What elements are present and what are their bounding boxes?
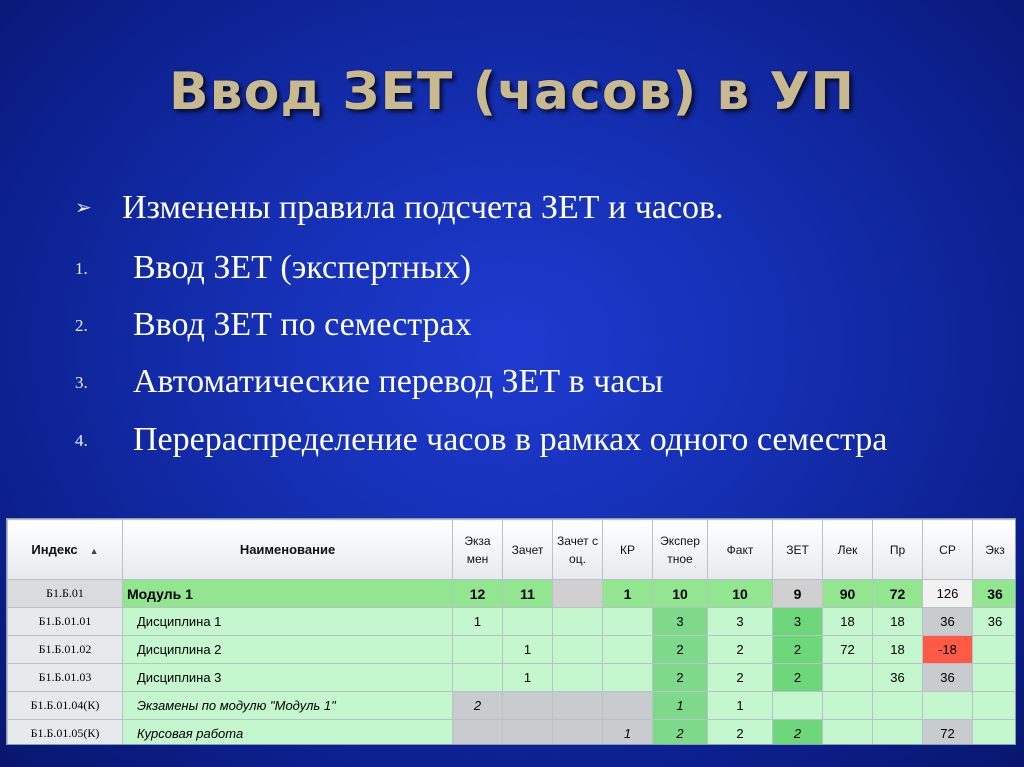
cell-sr[interactable]: 36 [923, 664, 973, 692]
cell-ekz[interactable] [973, 720, 1017, 746]
cell-expert[interactable]: 3 [653, 608, 708, 636]
bullet-list [75, 188, 975, 458]
cell-sr-error[interactable]: -18 [923, 636, 973, 664]
cell-index[interactable]: Б1.Б.01.02 [8, 636, 123, 664]
cell-expert[interactable]: 2 [653, 636, 708, 664]
cell-fact[interactable]: 1 [708, 692, 773, 720]
cell-lek[interactable] [823, 720, 873, 746]
cell-ekz[interactable]: 36 [973, 580, 1017, 608]
cell-kr[interactable] [603, 692, 653, 720]
table-row[interactable] [8, 608, 1017, 636]
cell-index[interactable]: Б1.Б.01 [8, 580, 123, 608]
cell-kr[interactable]: 1 [603, 580, 653, 608]
column-header-lek[interactable]: Лек [823, 520, 873, 580]
cell-credit-grade[interactable] [553, 720, 603, 746]
cell-credit-grade[interactable] [553, 580, 603, 608]
cell-pr[interactable] [873, 720, 923, 746]
cell-pr[interactable]: 36 [873, 664, 923, 692]
cell-exam[interactable] [453, 720, 503, 746]
cell-credit[interactable] [503, 608, 553, 636]
sort-ascending-icon[interactable]: ▲ [89, 545, 99, 556]
cell-fact[interactable]: 2 [708, 636, 773, 664]
cell-sr[interactable]: 36 [923, 608, 973, 636]
cell-lek[interactable]: 90 [823, 580, 873, 608]
cell-exam[interactable]: 2 [453, 692, 503, 720]
cell-credit[interactable]: 11 [503, 580, 553, 608]
cell-exam[interactable] [453, 636, 503, 664]
column-header-index[interactable]: Индекс ▲ [8, 520, 123, 580]
cell-ekz[interactable] [973, 664, 1017, 692]
table-row[interactable] [8, 720, 1017, 746]
cell-lek[interactable] [823, 692, 873, 720]
cell-zet[interactable]: 9 [773, 580, 823, 608]
cell-expert[interactable]: 2 [653, 720, 708, 746]
cell-fact[interactable]: 3 [708, 608, 773, 636]
cell-ekz[interactable] [973, 692, 1017, 720]
cell-zet[interactable]: 3 [773, 608, 823, 636]
numbered-item [75, 362, 663, 403]
cell-credit-grade[interactable] [553, 608, 603, 636]
curriculum-grid [6, 518, 1016, 745]
numbered-item [75, 248, 471, 289]
cell-pr[interactable] [873, 692, 923, 720]
item-number: 1. [75, 259, 88, 278]
column-header-credit-grade[interactable]: Зачет с оц. [553, 520, 603, 580]
cell-credit[interactable]: 1 [503, 636, 553, 664]
numbered-item [75, 305, 472, 346]
cell-name[interactable]: Экзамены по модулю "Модуль 1" [123, 692, 453, 720]
item-text: Ввод ЗЕТ по семестрах [133, 306, 472, 343]
cell-expert[interactable]: 2 [653, 664, 708, 692]
cell-index[interactable]: Б1.Б.01.01 [8, 608, 123, 636]
column-header-ekz[interactable]: Экз [973, 520, 1017, 580]
column-header-credit[interactable]: Зачет [503, 520, 553, 580]
cell-zet[interactable] [773, 692, 823, 720]
cell-zet[interactable]: 2 [773, 636, 823, 664]
column-header-pr[interactable]: Пр [873, 520, 923, 580]
item-number: 4. [75, 431, 88, 450]
main-bullet [75, 188, 975, 229]
item-number: 2. [75, 316, 88, 335]
column-header-name[interactable]: Наименование [123, 520, 453, 580]
cell-zet[interactable]: 2 [773, 720, 823, 746]
header-row [8, 520, 1017, 580]
cell-index[interactable]: Б1.Б.01.04(К) [8, 692, 123, 720]
cell-pr[interactable]: 18 [873, 608, 923, 636]
cell-credit[interactable]: 1 [503, 664, 553, 692]
cell-lek[interactable]: 72 [823, 636, 873, 664]
table-row[interactable] [8, 636, 1017, 664]
cell-name[interactable]: Курсовая работа [123, 720, 453, 746]
cell-index[interactable]: Б1.Б.01.03 [8, 664, 123, 692]
arrow-bullet-icon: ➢ [75, 195, 92, 219]
cell-lek[interactable]: 18 [823, 608, 873, 636]
cell-pr[interactable]: 18 [873, 636, 923, 664]
cell-expert[interactable]: 1 [653, 692, 708, 720]
cell-credit[interactable] [503, 720, 553, 746]
table-row-module[interactable] [8, 580, 1017, 608]
cell-exam[interactable]: 1 [453, 608, 503, 636]
slide-title: Ввод ЗЕТ (часов) в УП [169, 62, 855, 122]
cell-index[interactable]: Б1.Б.01.05(К) [8, 720, 123, 746]
item-text: Перераспределение часов в рамках одного семестра [133, 421, 888, 458]
cell-credit-grade[interactable] [553, 692, 603, 720]
cell-credit-grade[interactable] [553, 636, 603, 664]
item-number: 3. [75, 373, 88, 392]
column-header-zet[interactable]: ЗЕТ [773, 520, 823, 580]
cell-zet[interactable]: 2 [773, 664, 823, 692]
item-text: Ввод ЗЕТ (экспертных) [133, 249, 472, 286]
column-header-kr[interactable]: КР [603, 520, 653, 580]
table-row[interactable] [8, 664, 1017, 692]
cell-lek[interactable] [823, 664, 873, 692]
cell-credit[interactable] [503, 692, 553, 720]
main-bullet-text: Изменены правила подсчета ЗЕТ и часов. [122, 189, 724, 226]
cell-name[interactable]: Дисциплина 1 [123, 608, 453, 636]
column-header-fact[interactable]: Факт [708, 520, 773, 580]
table-row[interactable] [8, 692, 1017, 720]
cell-kr[interactable]: 1 [603, 720, 653, 746]
cell-pr[interactable]: 72 [873, 580, 923, 608]
cell-name[interactable]: Дисциплина 3 [123, 664, 453, 692]
cell-exam[interactable]: 12 [453, 580, 503, 608]
cell-kr[interactable] [603, 608, 653, 636]
cell-expert[interactable]: 10 [653, 580, 708, 608]
column-header-exam[interactable]: Экза мен [453, 520, 503, 580]
cell-sr[interactable]: 126 [923, 580, 973, 608]
column-header-expert[interactable]: Экспер тное [653, 520, 708, 580]
cell-exam[interactable] [453, 664, 503, 692]
cell-name[interactable]: Дисциплина 2 [123, 636, 453, 664]
cell-ekz[interactable]: 36 [973, 608, 1017, 636]
cell-fact[interactable]: 10 [708, 580, 773, 608]
cell-kr[interactable] [603, 636, 653, 664]
column-header-sr[interactable]: СР [923, 520, 973, 580]
cell-sr[interactable]: 72 [923, 720, 973, 746]
item-text: Автоматические перевод ЗЕТ в часы [133, 363, 664, 400]
cell-sr[interactable] [923, 692, 973, 720]
cell-fact[interactable]: 2 [708, 664, 773, 692]
cell-fact[interactable]: 2 [708, 720, 773, 746]
numbered-item [75, 420, 913, 461]
cell-ekz[interactable] [973, 636, 1017, 664]
cell-kr[interactable] [603, 664, 653, 692]
cell-name[interactable]: Модуль 1 [123, 580, 453, 608]
cell-credit-grade[interactable] [553, 664, 603, 692]
